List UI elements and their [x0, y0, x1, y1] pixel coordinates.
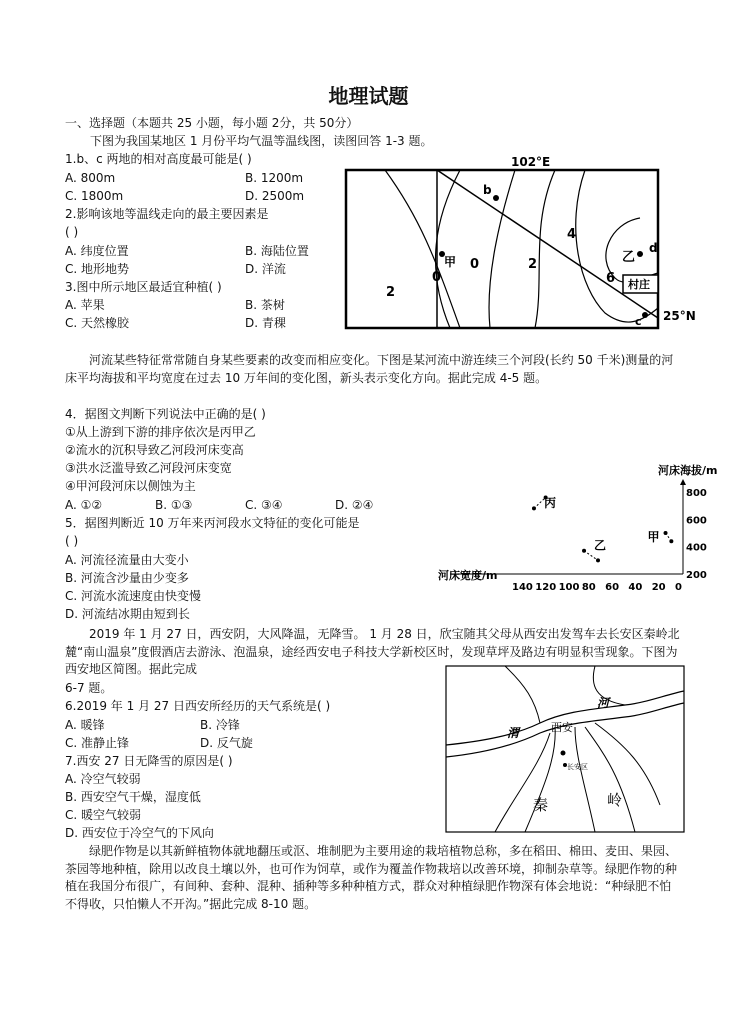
y-tick-label: 400 [686, 542, 707, 554]
data-point [582, 549, 586, 553]
q7-option-a: A. 冷空气较弱 [65, 772, 141, 786]
q5-option-a: A. 河流径流量由大变小 [65, 553, 189, 567]
q7-stem: 7.西安 27 日无降雪的原因是( ) [65, 754, 233, 768]
q7-option-c: C. 暖空气较弱 [65, 808, 142, 822]
intro-q4-5: 河流某些特征常常随自身某些要素的改变而相应变化。下图是某河流中游连续三个河段(长约 50 千米)测量的河床平均海拔和平均宽度在过去 10 万年间的变化图，新头表示变化方向。据此完成 4-5 题。 [65, 353, 674, 385]
q2-option-b: B. 海陆位置 [245, 244, 309, 258]
intro-q6-7-end: 6-7 题。 [65, 681, 113, 695]
xian-label: 西安 [551, 721, 573, 734]
q4-option-a: A. ①② [65, 498, 103, 512]
q5-paren: ( ) [65, 534, 79, 548]
y-tick-label: 600 [686, 515, 707, 527]
iso-label-2-east: 2 [528, 257, 538, 272]
point-yi-dot [637, 251, 643, 257]
q4-option-c: C. ③④ [245, 498, 283, 512]
q5-option-d: D. 河流结冰期由短到长 [65, 607, 190, 621]
intro-q8-10: 绿肥作物是以其新鲜植物体就地翻压或沤、堆制肥为主要用途的栽培植物总称，多在稻田、棉田、麦田、果园、茶园等地种植，除用以改良土壤以外，也可作为饲草，或作为覆盖作物栽培以改善环境，抑制杂草等。绿肥作物的种植在我国分布很广，有间种、套种、混种、插种等多种种植方式，群众对种植绿肥作物深有体会地说：“种绿肥不怕不得收，只怕懒人不开沟。”据此完成 8-10 题。 [65, 844, 678, 911]
river-chart [430, 462, 718, 597]
q6-option-d: D. 反气旋 [200, 736, 253, 750]
q5-stem: 5．据图判断近 10 万年来丙河段水文特征的变化可能是 [65, 516, 360, 530]
iso-label-0-west: 0 [432, 270, 442, 285]
y-tick-label: 200 [686, 570, 707, 581]
iso-label-0-east: 0 [470, 257, 480, 272]
q6-option-b: B. 冷锋 [200, 718, 240, 732]
series-label: 甲 [647, 530, 660, 545]
point-c-label: c [635, 315, 642, 328]
q5-option-c: C. 河流水流速度由快变慢 [65, 589, 202, 603]
x-axis-label: 河床宽度/m [438, 569, 498, 582]
q1-option-c: C. 1800m [65, 189, 124, 203]
x-tick-label: 20 [651, 582, 666, 593]
q4-statement-2: ②流水的沉积导致乙河段河床变高 [65, 443, 244, 457]
isotherm-map [340, 148, 700, 333]
intro-q1-3: 下图为我国某地区 1 月份平均气温等温线图，读图回答 1-3 题。 [90, 134, 433, 148]
q6-option-a: A. 暖锋 [65, 718, 105, 732]
section-heading: 一、选择题（本题共 25 小题，每小题 2分，共 50分） [65, 116, 359, 130]
ling-label: 岭 [607, 791, 623, 809]
q6-stem: 6.2019 年 1 月 27 日西安所经历的天气系统是( ) [65, 699, 331, 713]
intro-q6-7: 2019 年 1 月 27 日，西安阴，大风降温，无降雪。 1 月 28 日，欣宝随其父母从西安出发驾车去长安区秦岭北麓“南山温泉”度假酒店去游泳、泡温泉，途经西安电子科技大学新校区时，发现草坪及路边有明显积雪现象。下图为西安地区简图。据此完成 [65, 627, 680, 676]
data-point [532, 506, 536, 510]
q6-option-c: C. 准静止锋 [65, 736, 130, 750]
point-yi-label: 乙 [622, 250, 636, 265]
lon-label: 102°E [511, 155, 551, 169]
changan-label: 长安区 [567, 763, 588, 771]
q2-stem: 2.影响该地等温线走向的最主要因素是 [65, 207, 269, 221]
data-point [596, 558, 600, 562]
q2-paren: ( ) [65, 225, 79, 239]
q4-option-b: B. ①③ [155, 498, 193, 512]
q3-option-a: A. 苹果 [65, 298, 105, 312]
he-label: 河 [597, 696, 610, 710]
x-tick-label: 140 [512, 582, 533, 593]
q2-option-a: A. 纬度位置 [65, 244, 129, 258]
q3-option-d: D. 青稞 [245, 316, 286, 330]
x-tick-label: 100 [558, 582, 580, 593]
point-b-label: b [483, 183, 492, 197]
q4-statement-3: ③洪水泛滥导致乙河段河床变宽 [65, 461, 232, 475]
x-tick-label: 60 [605, 582, 620, 593]
q1-option-b: B. 1200m [245, 171, 304, 185]
point-b-dot [493, 195, 499, 201]
q3-option-c: C. 天然橡胶 [65, 316, 130, 330]
series-label: 乙 [594, 538, 607, 553]
iso-label-2-west: 2 [386, 285, 396, 300]
qin-label: 秦 [533, 796, 549, 814]
point-jia-label: 甲 [444, 255, 457, 269]
q2-option-d: D. 洋流 [245, 262, 286, 276]
y-axis-label: 河床海拔/m [658, 464, 718, 477]
point-c-dot [642, 312, 648, 318]
lat-label: 25°N [663, 309, 696, 323]
village-label: 村庄 [628, 278, 650, 291]
q1-option-d: D. 2500m [245, 189, 305, 203]
q4-statement-1: ①从上游到下游的排序依次是丙甲乙 [65, 425, 256, 439]
series-label: 丙 [543, 495, 556, 510]
q1-stem: 1.b、c 两地的相对高度最可能是( ) [65, 152, 252, 166]
x-tick-label: 0 [675, 582, 682, 593]
x-tick-label: 120 [535, 582, 557, 593]
y-tick-label: 800 [686, 488, 707, 499]
q2-option-c: C. 地形地势 [65, 262, 130, 276]
q4-stem: 4．据图文判断下列说法中正确的是( ) [65, 407, 266, 421]
page-title: 地理试题 [328, 84, 409, 108]
data-point [669, 539, 673, 543]
point-d-label: d [649, 241, 658, 255]
iso-label-4: 4 [567, 227, 577, 242]
q3-option-b: B. 茶树 [245, 298, 285, 312]
map-frame [446, 666, 684, 832]
x-tick-label: 40 [628, 582, 643, 593]
x-tick-label: 80 [581, 582, 596, 593]
data-point [664, 531, 668, 535]
xian-map [445, 665, 685, 833]
q7-option-b: B. 西安空气干燥，湿度低 [65, 790, 201, 804]
q3-stem: 3.图中所示地区最适宜种植( ) [65, 280, 222, 294]
iso-label-6: 6 [606, 271, 616, 286]
xian-dot [561, 751, 566, 756]
q4-statement-4: ④甲河段河床以侧蚀为主 [65, 479, 196, 493]
map-frame [346, 170, 658, 328]
q4-option-d: D. ②④ [335, 498, 374, 512]
q7-option-d: D. 西安位于冷空气的下风向 [65, 826, 214, 840]
wei-label: 渭 [507, 726, 520, 740]
q5-option-b: B. 河流含沙量由少变多 [65, 571, 189, 585]
q1-option-a: A. 800m [65, 171, 116, 185]
